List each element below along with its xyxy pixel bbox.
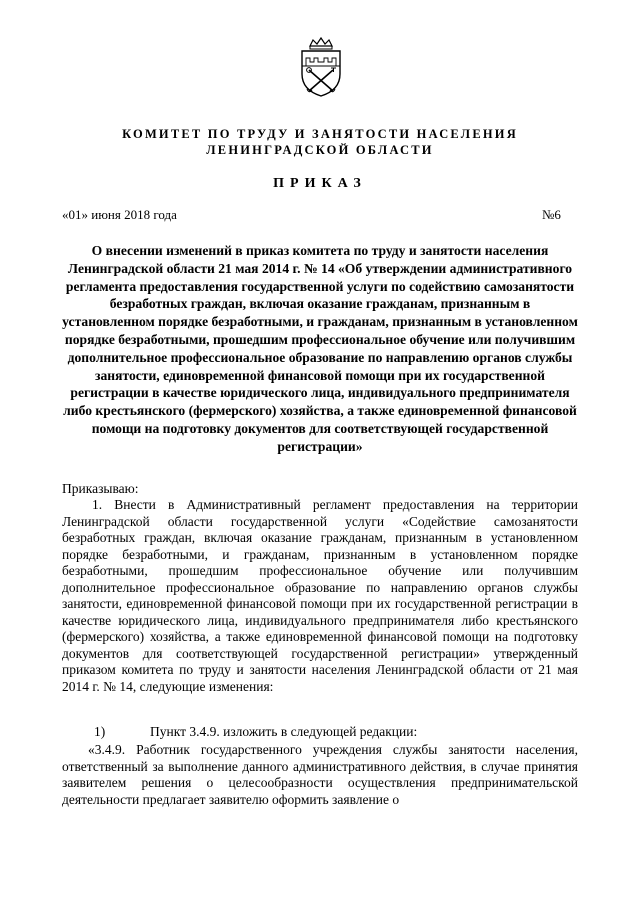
document-type-title: ПРИКАЗ [273,176,367,191]
document-subject: О внесении изменений в приказ комитета по труду и занятости населения Ленинградской области 21 мая 2014 г. № 14 «Об утверждении административного регламента предоставления государственной услуги по содействию самозанятости безработных граждан, включая оказание гражданам, признанным в установленном порядке безработными, и гражданам, признанным в установленном порядке безработными, прошедшим профессиональное обучение или получившим дополнительное профессиональное образование по направлению органов службы занятости, единовременной финансовой помощи при их государственной регистрации в качестве юридического лица, индивидуального предпринимателя либо крестьянского (фермерского) хозяйства, а также единовременной финансовой помощи на подготовку документов для соответствующей государственной регистрации» [62,243,578,454]
paragraph-1: 1. Внести в Административный регламент предоставления на территории Ленинградской области государственной услуги «Содействие самозанятости безработных граждан, включая оказание гражданам, признанным в установленном порядке безработными, и гражданам, признанным в установленном порядке безработными, прошедшим профессиональное обучение или получившим дополнительное профессиональное образование по направлению органов службы занятости, единовременной финансовой помощи при их государственной регистрации в качестве юридического лица, индивидуального предпринимателя либо крестьянского (фермерского) хозяйства, а также единовременной финансовой помощи на подготовку документов для соответствующей государственной регистрации» утвержденный приказом комитета по труду и занятости населения Ленинградской области от 21 мая 2014 г. № 14, следующие изменения: [62,497,578,694]
list-item [62,724,578,741]
quoted-paragraph: «3.4.9. Работник государственного учреждения службы занятости населения, ответственный за выполнение данного административного действия, в случае принятия заявителем решения о целесообразности осуществления предпринимательской деятельности предлагает заявителю оформить заявление о [62,742,578,807]
organization-name-line2: ЛЕНИНГРАДСКОЙ ОБЛАСТИ [206,143,434,157]
list-item-number: 1) [94,724,106,739]
coat-of-arms-icon [296,36,346,98]
organization-name-line1: КОМИТЕТ ПО ТРУДУ И ЗАНЯТОСТИ НАСЕЛЕНИЯ [122,127,518,141]
document-number: №6 [542,207,561,222]
list-item-text: Пункт 3.4.9. изложить в следующей редакции: [150,724,418,739]
document-date: «01» июня 2018 года [62,207,177,222]
order-word: Приказываю: [62,481,139,496]
